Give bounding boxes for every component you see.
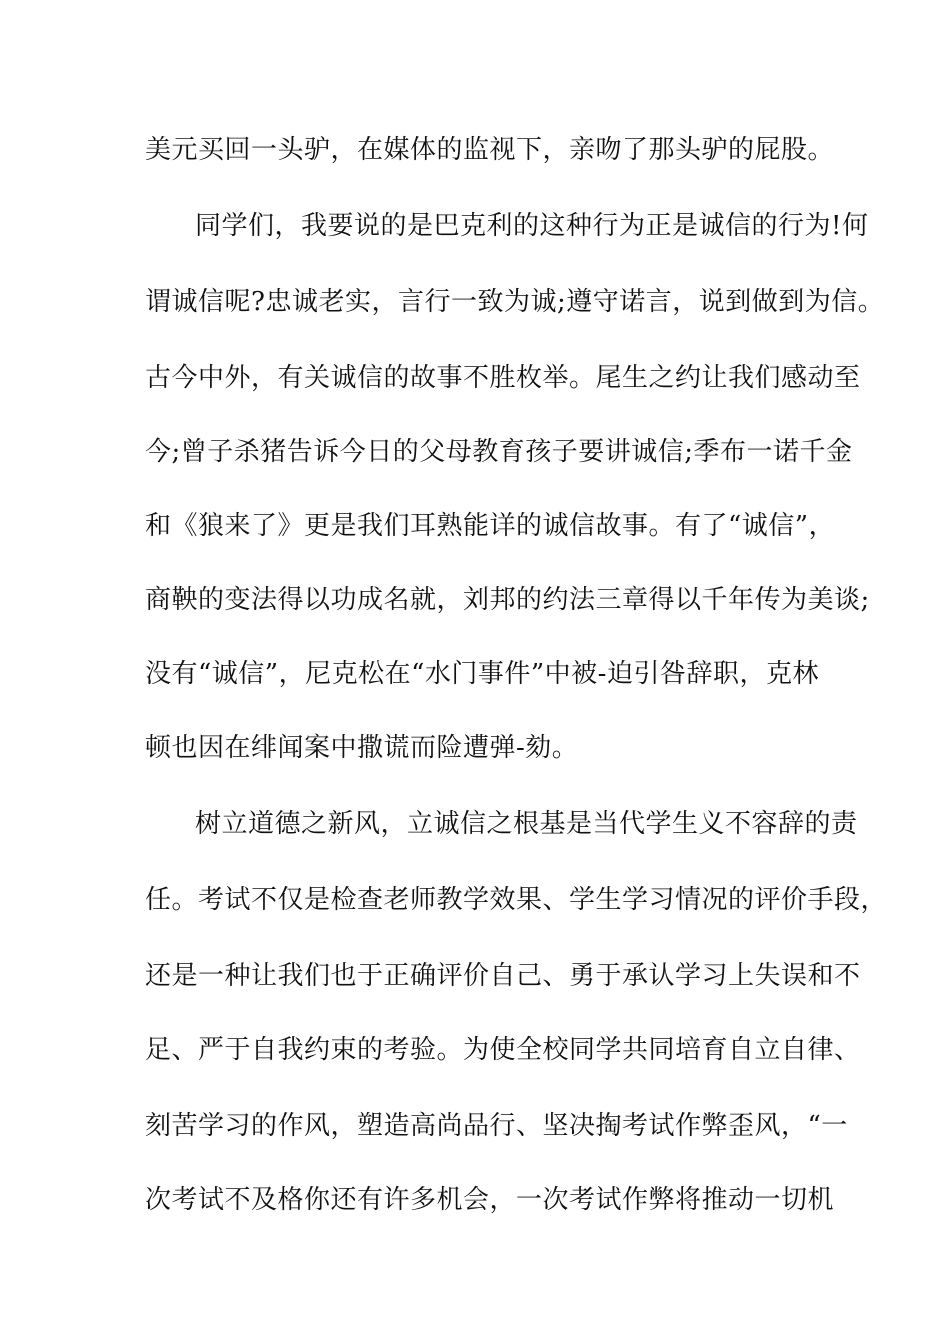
text-line-11: 任。考试不仅是检查老师教学效果、学生学习情况的评价手段， <box>145 885 888 915</box>
text-line-2: 同学们，我要说的是巴克利的这种行为正是诚信的行为!何 <box>195 211 869 241</box>
text-line-13: 足、严于自我约束的考验。为使全校同学共同培育自立自律、 <box>145 1035 861 1065</box>
text-line-14: 刻苦学习的作风，塑造高尚品行、坚决掏考试作弊歪风，“一 <box>145 1111 848 1141</box>
text-line-5: 今;曾子杀猪告诉今日的父母教育孩子要讲诚信;季布一诺千金 <box>145 437 853 467</box>
text-line-3: 谓诚信呢?忠诚老实，言行一致为诚;遵守诺言，说到做到为信。 <box>145 287 885 317</box>
text-line-15: 次考试不及格你还有许多机会，一次考试作弊将推动一切机 <box>145 1185 835 1215</box>
text-line-12: 还是一种让我们也于正确评价自己、勇于承认学习上失误和不 <box>145 961 861 991</box>
text-line-6: 和《狼来了》更是我们耳熟能详的诚信故事。有了“诚信”， <box>145 511 836 541</box>
text-line-10: 树立道德之新风，立诚信之根基是当代学生义不容辞的责 <box>195 809 858 839</box>
text-line-7: 商鞅的变法得以功成名就，刘邦的约法三章得以千年传为美谈; <box>145 585 870 615</box>
text-line-8: 没有“诚信”，尼克松在“水门事件”中被-迫引咎辞职，克林 <box>145 659 819 689</box>
text-line-4: 古今中外，有关诚信的故事不胜枚举。尾生之约让我们感动至 <box>145 363 861 393</box>
text-line-9: 顿也因在绯闻案中撒谎而险遭弹-劾。 <box>145 733 579 763</box>
text-line-1: 美元买回一头驴，在媒体的监视下，亲吻了那头驴的屁股。 <box>145 135 835 165</box>
